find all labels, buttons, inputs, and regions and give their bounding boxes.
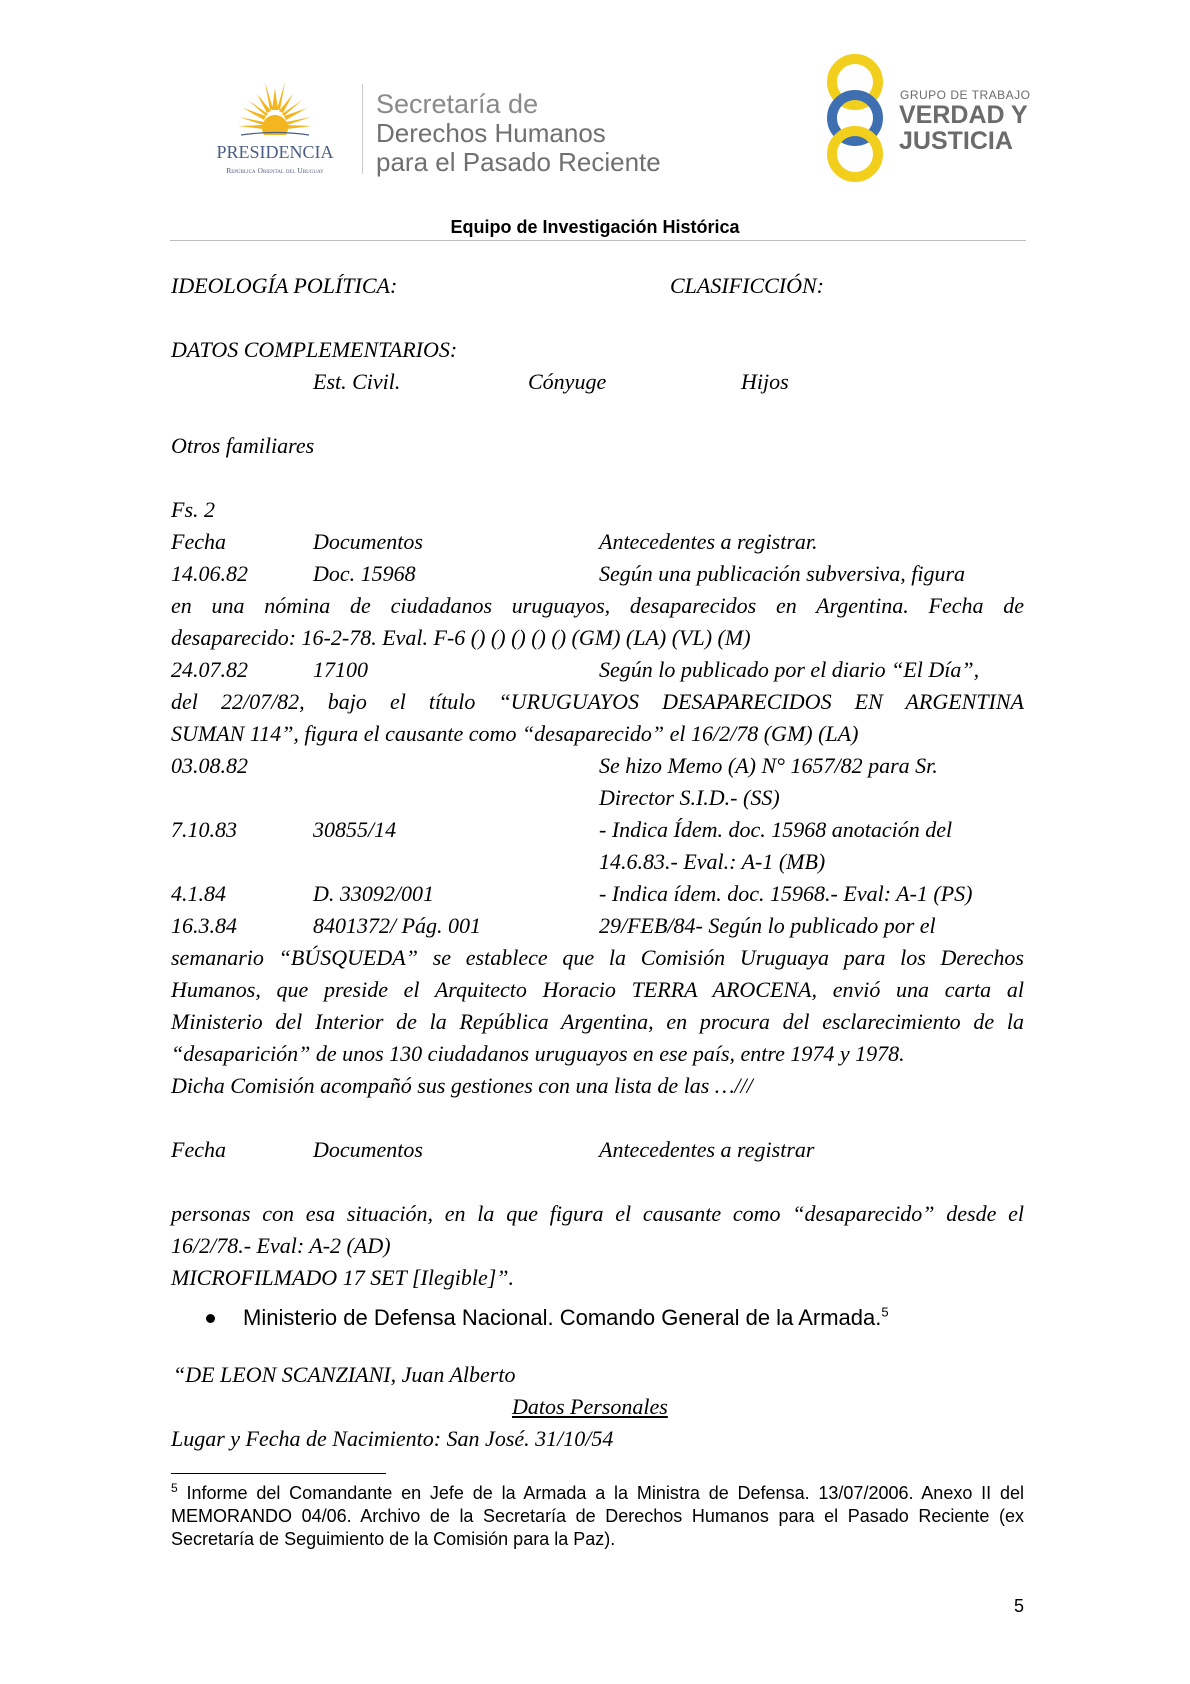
secretaria-line-2: Derechos Humanos [376, 118, 606, 148]
record-document: 8401372/ Pág. 001 [313, 913, 482, 938]
logo-divider [362, 84, 363, 174]
secretaria-line-1: Secretaría de [376, 89, 539, 119]
record-date: 03.08.82 [171, 753, 248, 778]
team-title: Equipo de Investigación Histórica [450, 217, 740, 237]
section-heading: Datos Personales [512, 1394, 668, 1419]
hijos-label: Hijos [741, 369, 789, 394]
column-antecedentes: Antecedentes a registrar. [599, 529, 818, 554]
record-text-line: Ministerio del Interior de la República Argentina, en procura del esclarecimiento de la [171, 1009, 1024, 1034]
record-date: 7.10.83 [171, 817, 237, 842]
continuation-line: MICROFILMADO 17 SET [Ilegible]”. [171, 1265, 515, 1290]
record-text-line: Dicha Comisión acompañó sus gestiones con una lista de las …/// [171, 1073, 753, 1098]
estado-civil-label: Est. Civil. [313, 369, 401, 394]
record-text-line: SUMAN 114”, figura el causante como “desaparecido” el 16/2/78 (GM) (LA) [171, 721, 859, 746]
bullet-text: Ministerio de Defensa Nacional. Comando General de la Armada. [243, 1305, 882, 1330]
presidencia-name: PRESIDENCIA [216, 142, 334, 162]
footnote-number: 5 [171, 1481, 178, 1495]
secretaria-logo-text [376, 90, 661, 177]
conyuge-label: Cónyuge [528, 369, 607, 394]
justicia-label: JUSTICIA [899, 127, 1013, 155]
grupo-label: GRUPO DE TRABAJO [900, 88, 1031, 102]
linked-rings-icon [822, 54, 892, 182]
footnote-text: Informe del Comandante en Jefe de la Armada a la Ministra de Defensa. 13/07/2006. Anexo II del MEMORANDO 04/06. Archivo de la Secretaría de Derechos Humanos para el Pasado Reciente (ex Secretaría de Seguimiento de la Comisión para la Paz). [171, 1483, 1024, 1549]
record-date: 4.1.84 [171, 881, 226, 906]
birth-info: Lugar y Fecha de Nacimiento: San José. 31/10/54 [171, 1426, 614, 1451]
bullet-item [243, 1305, 889, 1331]
otros-familiares-label: Otros familiares [171, 433, 315, 458]
sun-icon [235, 80, 315, 146]
page-number: 5 [1014, 1596, 1025, 1616]
record-text: Según lo publicado por el diario “El Día”, [599, 657, 980, 682]
column-antecedentes: Antecedentes a registrar [599, 1137, 815, 1162]
column-fecha: Fecha [171, 1137, 226, 1162]
presidencia-subtitle: República Oriental del Uruguay [226, 166, 324, 175]
header-rule [170, 240, 1026, 241]
footnote-rule [171, 1473, 386, 1474]
record-document: D. 33092/001 [313, 881, 434, 906]
record-text-line: desaparecido: 16-2-78. Eval. F-6 () () () () () (GM) (LA) (VL) (M) [171, 625, 751, 650]
bullet-icon [206, 1314, 215, 1323]
record-text: Se hizo Memo (A) N° 1657/82 para Sr. [599, 753, 938, 778]
column-documentos: Documentos [313, 529, 423, 554]
ideologia-label: IDEOLOGÍA POLÍTICA: [171, 273, 398, 298]
record-text: - Indica Ídem. doc. 15968 anotación del [599, 817, 953, 842]
folio-label: Fs. 2 [171, 497, 215, 522]
record-text: Según una publicación subversiva, figura [599, 561, 966, 586]
verdad-label: VERDAD Y [899, 101, 1028, 129]
record-text-line: “desaparición” de unos 130 ciudadanos uruguayos en ese país, entre 1974 y 1978. [171, 1041, 905, 1066]
record-text: 29/FEB/84- Según lo publicado por el [599, 913, 936, 938]
record-text-line: en una nómina de ciudadanos uruguayos, desaparecidos en Argentina. Fecha de [171, 593, 1024, 618]
verdad-justicia-logo [822, 54, 1042, 182]
continuation-line: personas con esa situación, en la que figura el causante como “desaparecido” desde el [171, 1201, 1024, 1226]
record-text-line: Director S.I.D.- (SS) [599, 785, 780, 810]
record-text-line: semanario “BÚSQUEDA” se establece que la Comisión Uruguaya para los Derechos [171, 945, 1024, 970]
record-date: 16.3.84 [171, 913, 237, 938]
record-text-line: 14.6.83.- Eval.: A-1 (MB) [599, 849, 826, 874]
record-document: 17100 [313, 657, 368, 682]
footnote [171, 1482, 1024, 1551]
presidencia-logo [195, 80, 355, 180]
record-document: Doc. 15968 [313, 561, 416, 586]
record-date: 14.06.82 [171, 561, 248, 586]
person-name: “DE LEON SCANZIANI, Juan Alberto [173, 1362, 516, 1387]
record-document: 30855/14 [313, 817, 397, 842]
column-documentos: Documentos [313, 1137, 423, 1162]
record-text: - Indica ídem. doc. 15968.- Eval: A-1 (PS) [599, 881, 973, 906]
record-date: 24.07.82 [171, 657, 248, 682]
secretaria-line-3: para el Pasado Reciente [376, 147, 661, 177]
clasificacion-label: CLASIFICCIÓN: [670, 273, 824, 298]
record-text-line: Humanos, que preside el Arquitecto Horacio TERRA AROCENA, envió una carta al [171, 977, 1024, 1002]
record-text-line: del 22/07/82, bajo el título “URUGUAYOS DESAPARECIDOS EN ARGENTINA [171, 689, 1024, 714]
datos-complementarios-label: DATOS COMPLEMENTARIOS: [171, 337, 458, 362]
column-fecha: Fecha [171, 529, 226, 554]
continuation-line: 16/2/78.- Eval: A-2 (AD) [171, 1233, 391, 1258]
footnote-ref[interactable]: 5 [881, 1304, 889, 1320]
